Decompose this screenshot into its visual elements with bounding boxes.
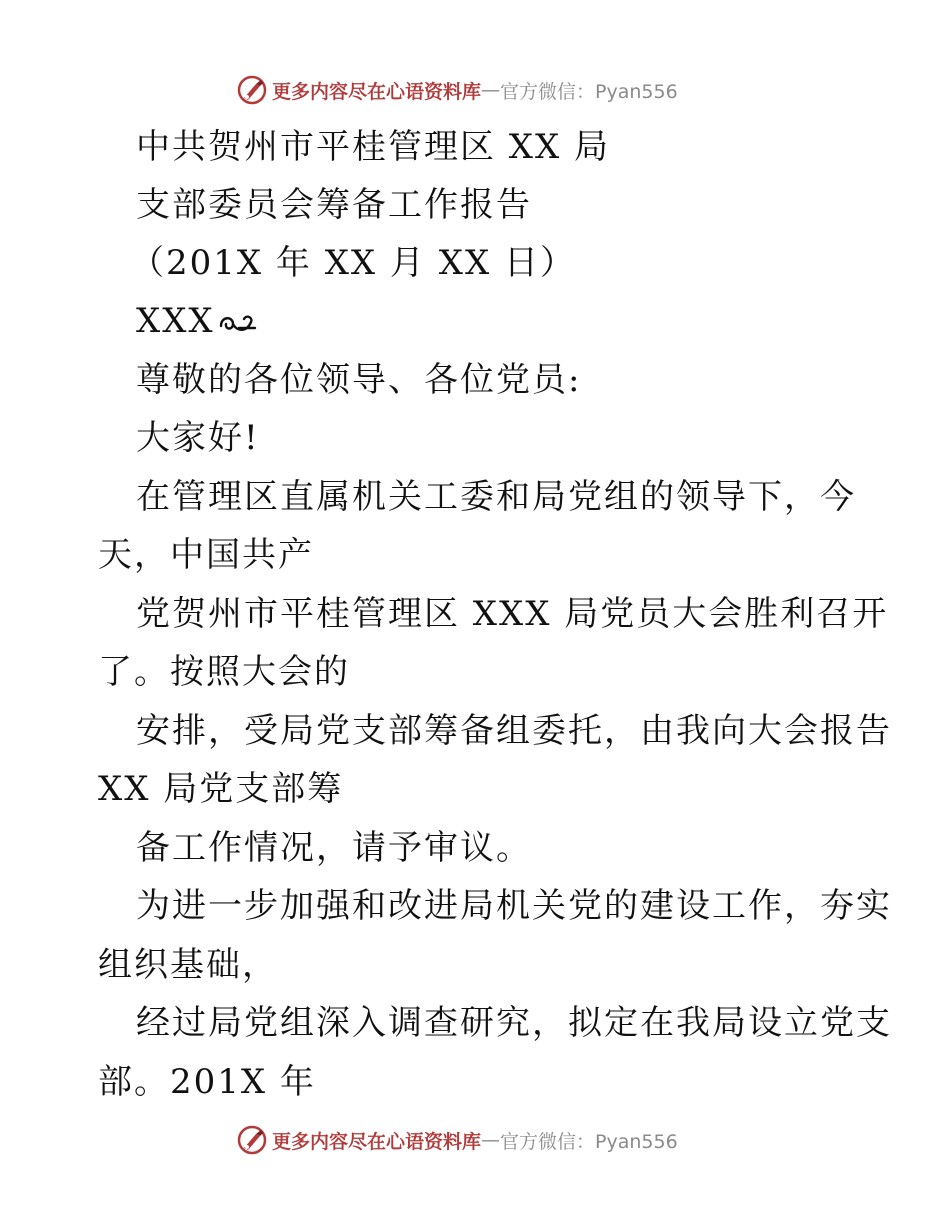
doc-greeting: 大家好! (136, 418, 260, 458)
doc-paragraph-line: 经过局党组深入调查研究，拟定在我局设立党支 (136, 1003, 892, 1043)
doc-paragraph-line: 党贺州市平桂管理区 XXX 局党员大会胜利召开 (136, 594, 889, 634)
doc-paragraph-line: 天，中国共产 (98, 535, 314, 575)
doc-paragraph-line: 为进一步加强和改进局机关党的建设工作，夯实 (136, 886, 892, 926)
doc-paragraph-line: 安排，受局党支部筹备组委托，由我向大会报告 (136, 711, 892, 751)
doc-salutation: 尊敬的各位领导、各位党员: (136, 360, 582, 400)
swirl-ornament-icon (217, 310, 257, 336)
watermark-red-text: 更多内容尽在心语资料库 (272, 1130, 482, 1153)
doc-author-line (136, 301, 257, 341)
doc-paragraph-line: 部。201X 年 (98, 1062, 316, 1102)
doc-title-line-1: 中共贺州市平桂管理区 XX 局 (136, 127, 611, 167)
doc-title-line-2: 支部委员会筹备工作报告 (136, 185, 532, 225)
pen-nib-logo-icon (236, 74, 268, 106)
doc-paragraph-line: 在管理区直属机关工委和局党组的领导下，今 (136, 477, 856, 517)
watermark-dash: — (481, 79, 501, 101)
watermark-gray-text: 官方微信：Pyan556 (500, 80, 678, 103)
watermark-gray-text: 官方微信：Pyan556 (500, 1130, 678, 1153)
doc-date-line: （201X 年 XX 月 XX 日） (130, 243, 576, 283)
doc-paragraph-line: 组织基础， (98, 945, 278, 985)
doc-paragraph-line: XX 局党支部筹 (98, 769, 344, 809)
doc-paragraph-line: 了。按照大会的 (98, 652, 350, 692)
footer-watermark (236, 1123, 678, 1157)
watermark-red-text: 更多内容尽在心语资料库 (272, 80, 482, 103)
doc-paragraph-line: 备工作情况，请予审议。 (136, 828, 532, 868)
doc-author-name: XXX (136, 301, 215, 341)
pen-nib-logo-icon (236, 1124, 268, 1156)
watermark-dash: — (481, 1129, 501, 1151)
header-watermark (236, 73, 678, 107)
